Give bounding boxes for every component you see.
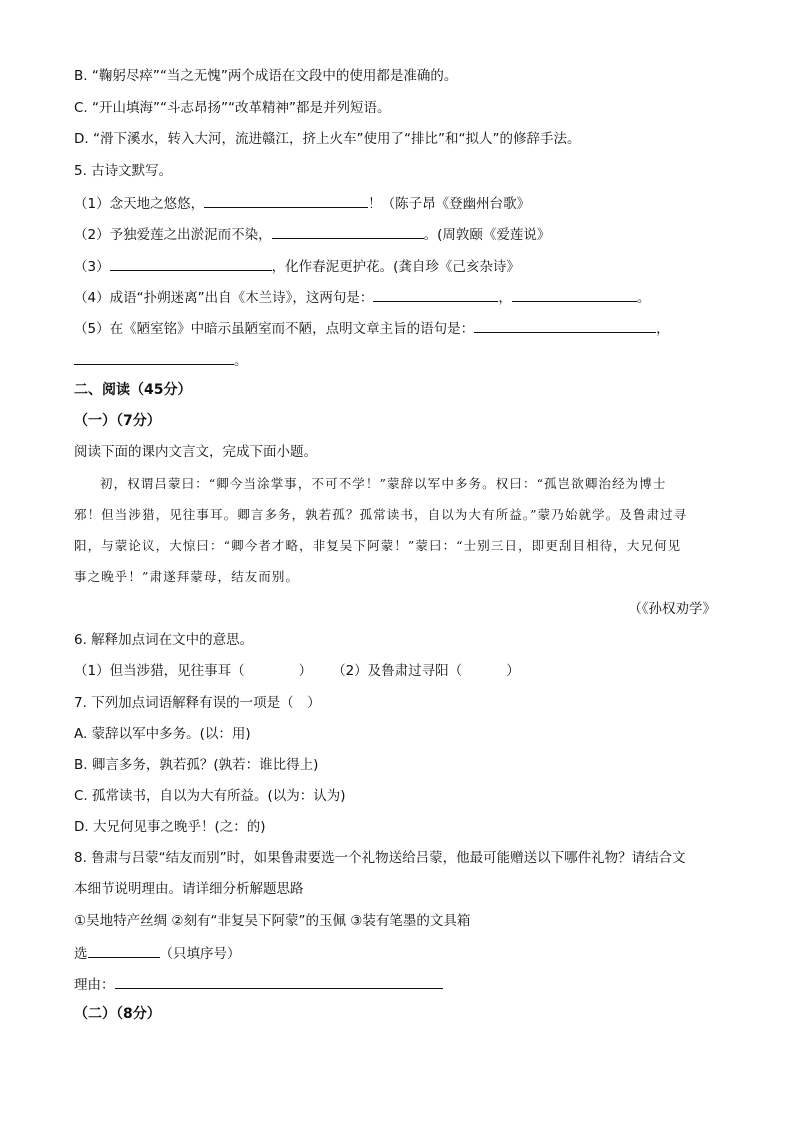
q7-title: 7. 下列加点词语解释有误的一项是（ ） [74,695,321,711]
q5-item-3-prompt: （3） [74,259,110,275]
part-1-title: （一）（7分） [74,413,161,429]
reading-instruction: 阅读下面的课内文言文，完成下面小题。 [74,444,317,460]
passage-line-1: 初，权谓吕蒙曰：“卿今当涂掌事，不可不学！”蒙辞以军中多务。权曰：“孤岂欲卿治经为博士 [100,476,667,491]
q4-option-c: C. “开山填海”“斗志昂扬”“改革精神”都是并列短语。 [74,100,391,116]
answer-blank[interactable] [88,943,160,958]
q5-item-4-end: 。 [636,290,651,306]
q5-item-3 [74,256,520,276]
q6-title: 6. 解释加点词在文中的意思。 [74,632,254,648]
q5-item-5-prompt: （5）在《陋室铭》中暗示虽陋室而不陋，点明文章主旨的语句是： [74,321,475,337]
q5-item-5 [74,318,670,338]
q8-select [74,943,241,963]
answer-blank[interactable] [110,256,272,271]
q5-item-2 [74,224,550,244]
answer-blank[interactable] [204,193,368,208]
q8-question-line-2: 本细节说明理由。请详细分析解题思路 [74,881,304,897]
answer-blank[interactable] [115,974,443,989]
q5-item-5-comma: ， [656,321,670,337]
q5-item-1 [74,193,530,213]
passage-source: （《孙权劝学》 [628,601,716,617]
passage-line-4: 事之晚乎！”肃遂拜蒙母，结友而别。 [74,569,300,584]
q5-item-2-prompt: （2）予独爱莲之出淤泥而不染， [74,227,272,243]
q5-item-4 [74,287,650,307]
q6-item-1-close: ） [298,663,313,679]
part-2-title: （二）（8分） [74,1006,161,1022]
q5-item-4-comma: ， [498,290,512,306]
q5-title: 5. 古诗文默写。 [74,163,173,179]
q5-item-5-end: 。 [234,353,248,369]
q5-item-5-continued [74,350,248,370]
q6-item-2: （2）及鲁肃过寻阳（ [332,663,463,679]
answer-blank[interactable] [512,287,637,302]
section-title-reading: 二、阅读（45分） [74,382,192,398]
q8-reason-label: 理由： [74,977,115,993]
q5-item-1-source: ！（陈子昂《登幽州台歌》 [368,196,531,212]
answer-blank[interactable] [272,224,424,239]
q4-option-d: D. “滑下溪水，转入大河，流进赣江，挤上火车”使用了“排比”和“拟人”的修辞手法。 [74,131,581,147]
q7-option-a: A. 蒙辞以军中多务。(以：用) [74,726,251,742]
answer-blank[interactable] [373,287,498,302]
answer-blank[interactable] [474,318,656,333]
q8-question-line-1: 8. 鲁肃与吕蒙“结友而别”时，如果鲁肃要选一个礼物送给吕蒙，他最可能赠送以下哪件礼物？请结合文 [74,850,686,866]
q8-options: ①吴地特产丝绸 ②刻有“非复吴下阿蒙”的玉佩 ③装有笔墨的文具箱 [74,913,471,929]
q8-select-label: 选 [74,946,88,962]
q5-item-2-source: 。(周敦颐《爱莲说》 [423,227,551,243]
q5-item-1-prompt: （1）念天地之悠悠， [74,196,205,212]
q6-item-1: （1）但当涉猎，见往事耳（ [74,663,245,679]
passage-line-2: 邪！但当涉猎，见往事耳。卿言多务，孰若孤？孤常读书，自以为大有所益。”蒙乃始就学。及鲁肃过寻 [74,507,688,522]
q5-item-3-source: ，化作春泥更护花。(龚自珍《己亥杂诗》 [271,259,520,275]
q8-select-note: （只填序号） [159,946,241,962]
q6-items [74,662,520,680]
q6-item-2-close: ） [506,663,520,679]
q7-option-d: D. 大兄何见事之晚乎！(之：的) [74,819,266,835]
q4-option-b: B. “鞠躬尽瘁”“当之无愧”两个成语在文段中的使用都是准确的。 [74,68,458,84]
passage-line-3: 阳，与蒙论议，大惊曰：“卿今者才略，非复吴下阿蒙！”蒙曰：“士别三日，即更刮目相待，大兄何见 [74,538,682,553]
q5-item-4-prompt: （4）成语“扑朔迷离”出自《木兰诗》，这两句是： [74,290,374,306]
q7-option-b: B. 卿言多务，孰若孤？(孰若：谁比得上) [74,757,319,773]
q7-option-c: C. 孤常读书，自以为大有所益。(以为：认为) [74,788,346,804]
answer-blank[interactable] [74,350,234,365]
q8-reason [74,974,443,994]
